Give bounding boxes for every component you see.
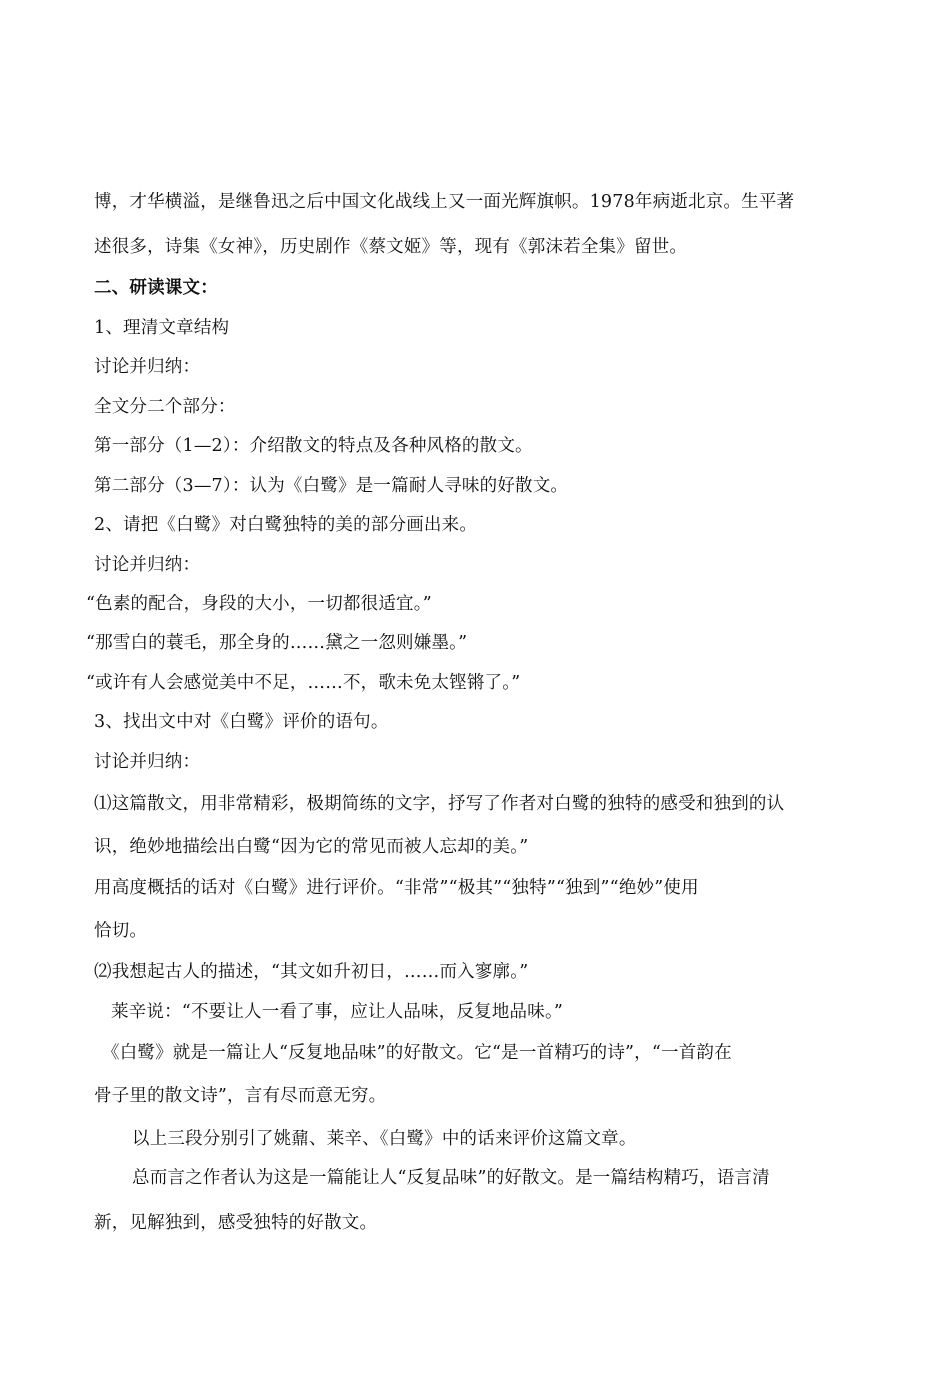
paragraph-line: 识，绝妙地描绘出白鹭“因为它的常见而被人忘却的美。”: [94, 837, 529, 857]
paragraph-line: ⑵我想起古人的描述，“其文如升初日，……而入寥廓。”: [94, 962, 529, 982]
paragraph-line: 讨论并归纳：: [94, 555, 201, 575]
paragraph-line: 用高度概括的话对《白鹭》进行评价。“非常”“极其”“独特”“独到”“绝妙”使用: [94, 878, 699, 898]
subsection-heading: 2、请把《白鹭》对白鹭独特的美的部分画出来。: [94, 515, 478, 535]
paragraph-line: 全文分二个部分：: [94, 397, 236, 417]
paragraph-line: 第一部分（1—2）：介绍散文的特点及各种风格的散文。: [94, 436, 533, 456]
paragraph-line: 述很多，诗集《女神》，历史剧作《蔡文姬》等，现有《郭沫若全集》留世。: [94, 237, 688, 257]
paragraph-line: 莱辛说：“不要让人一看了事，应让人品味，反复地品味。”: [111, 1002, 564, 1022]
paragraph-line: 骨子里的散文诗”，言有尽而意无穷。: [94, 1086, 387, 1106]
paragraph-line: 讨论并归纳：: [94, 752, 201, 772]
section-heading: 二、研读课文：: [94, 278, 218, 298]
paragraph-line: 以上三段分别引了姚鼐、莱辛、《白鹭》中的话来评价这篇文章。: [132, 1129, 637, 1149]
paragraph-line: ⑴这篇散文，用非常精彩，极期简练的文字，抒写了作者对白鹭的独特的感受和独到的认: [94, 794, 785, 814]
quote-line: “或许有人会感觉美中不足，……不，歌未免太铿锵了。”: [86, 673, 521, 693]
paragraph-line: 讨论并归纳：: [94, 357, 201, 377]
paragraph-line: 新，见解独到，感受独特的好散文。: [94, 1213, 378, 1233]
quote-line: “那雪白的蓑毛，那全身的……黛之一忽则嫌墨。”: [86, 633, 468, 653]
paragraph-line: 第二部分（3—7）：认为《白鹭》是一篇耐人寻味的好散文。: [94, 476, 569, 496]
subsection-heading: 1、理清文章结构: [94, 318, 230, 338]
quote-line: “色素的配合，身段的大小，一切都很适宜。”: [86, 594, 432, 614]
paragraph-line: 博，才华横溢，是继鲁迅之后中国文化战线上又一面光辉旗帜。1978年病逝北京。生平著: [94, 192, 795, 212]
paragraph-line: 恰切。: [94, 921, 148, 941]
subsection-heading: 3、找出文中对《白鹭》评价的语句。: [94, 712, 389, 732]
paragraph-line: 总而言之作者认为这是一篇能让人“反复品味”的好散文。是一篇结构精巧，语言清: [132, 1168, 770, 1188]
paragraph-line: 《白鹭》就是一篇让人“反复地品味”的好散文。它“是一首精巧的诗”，“一首韵在: [102, 1043, 732, 1063]
